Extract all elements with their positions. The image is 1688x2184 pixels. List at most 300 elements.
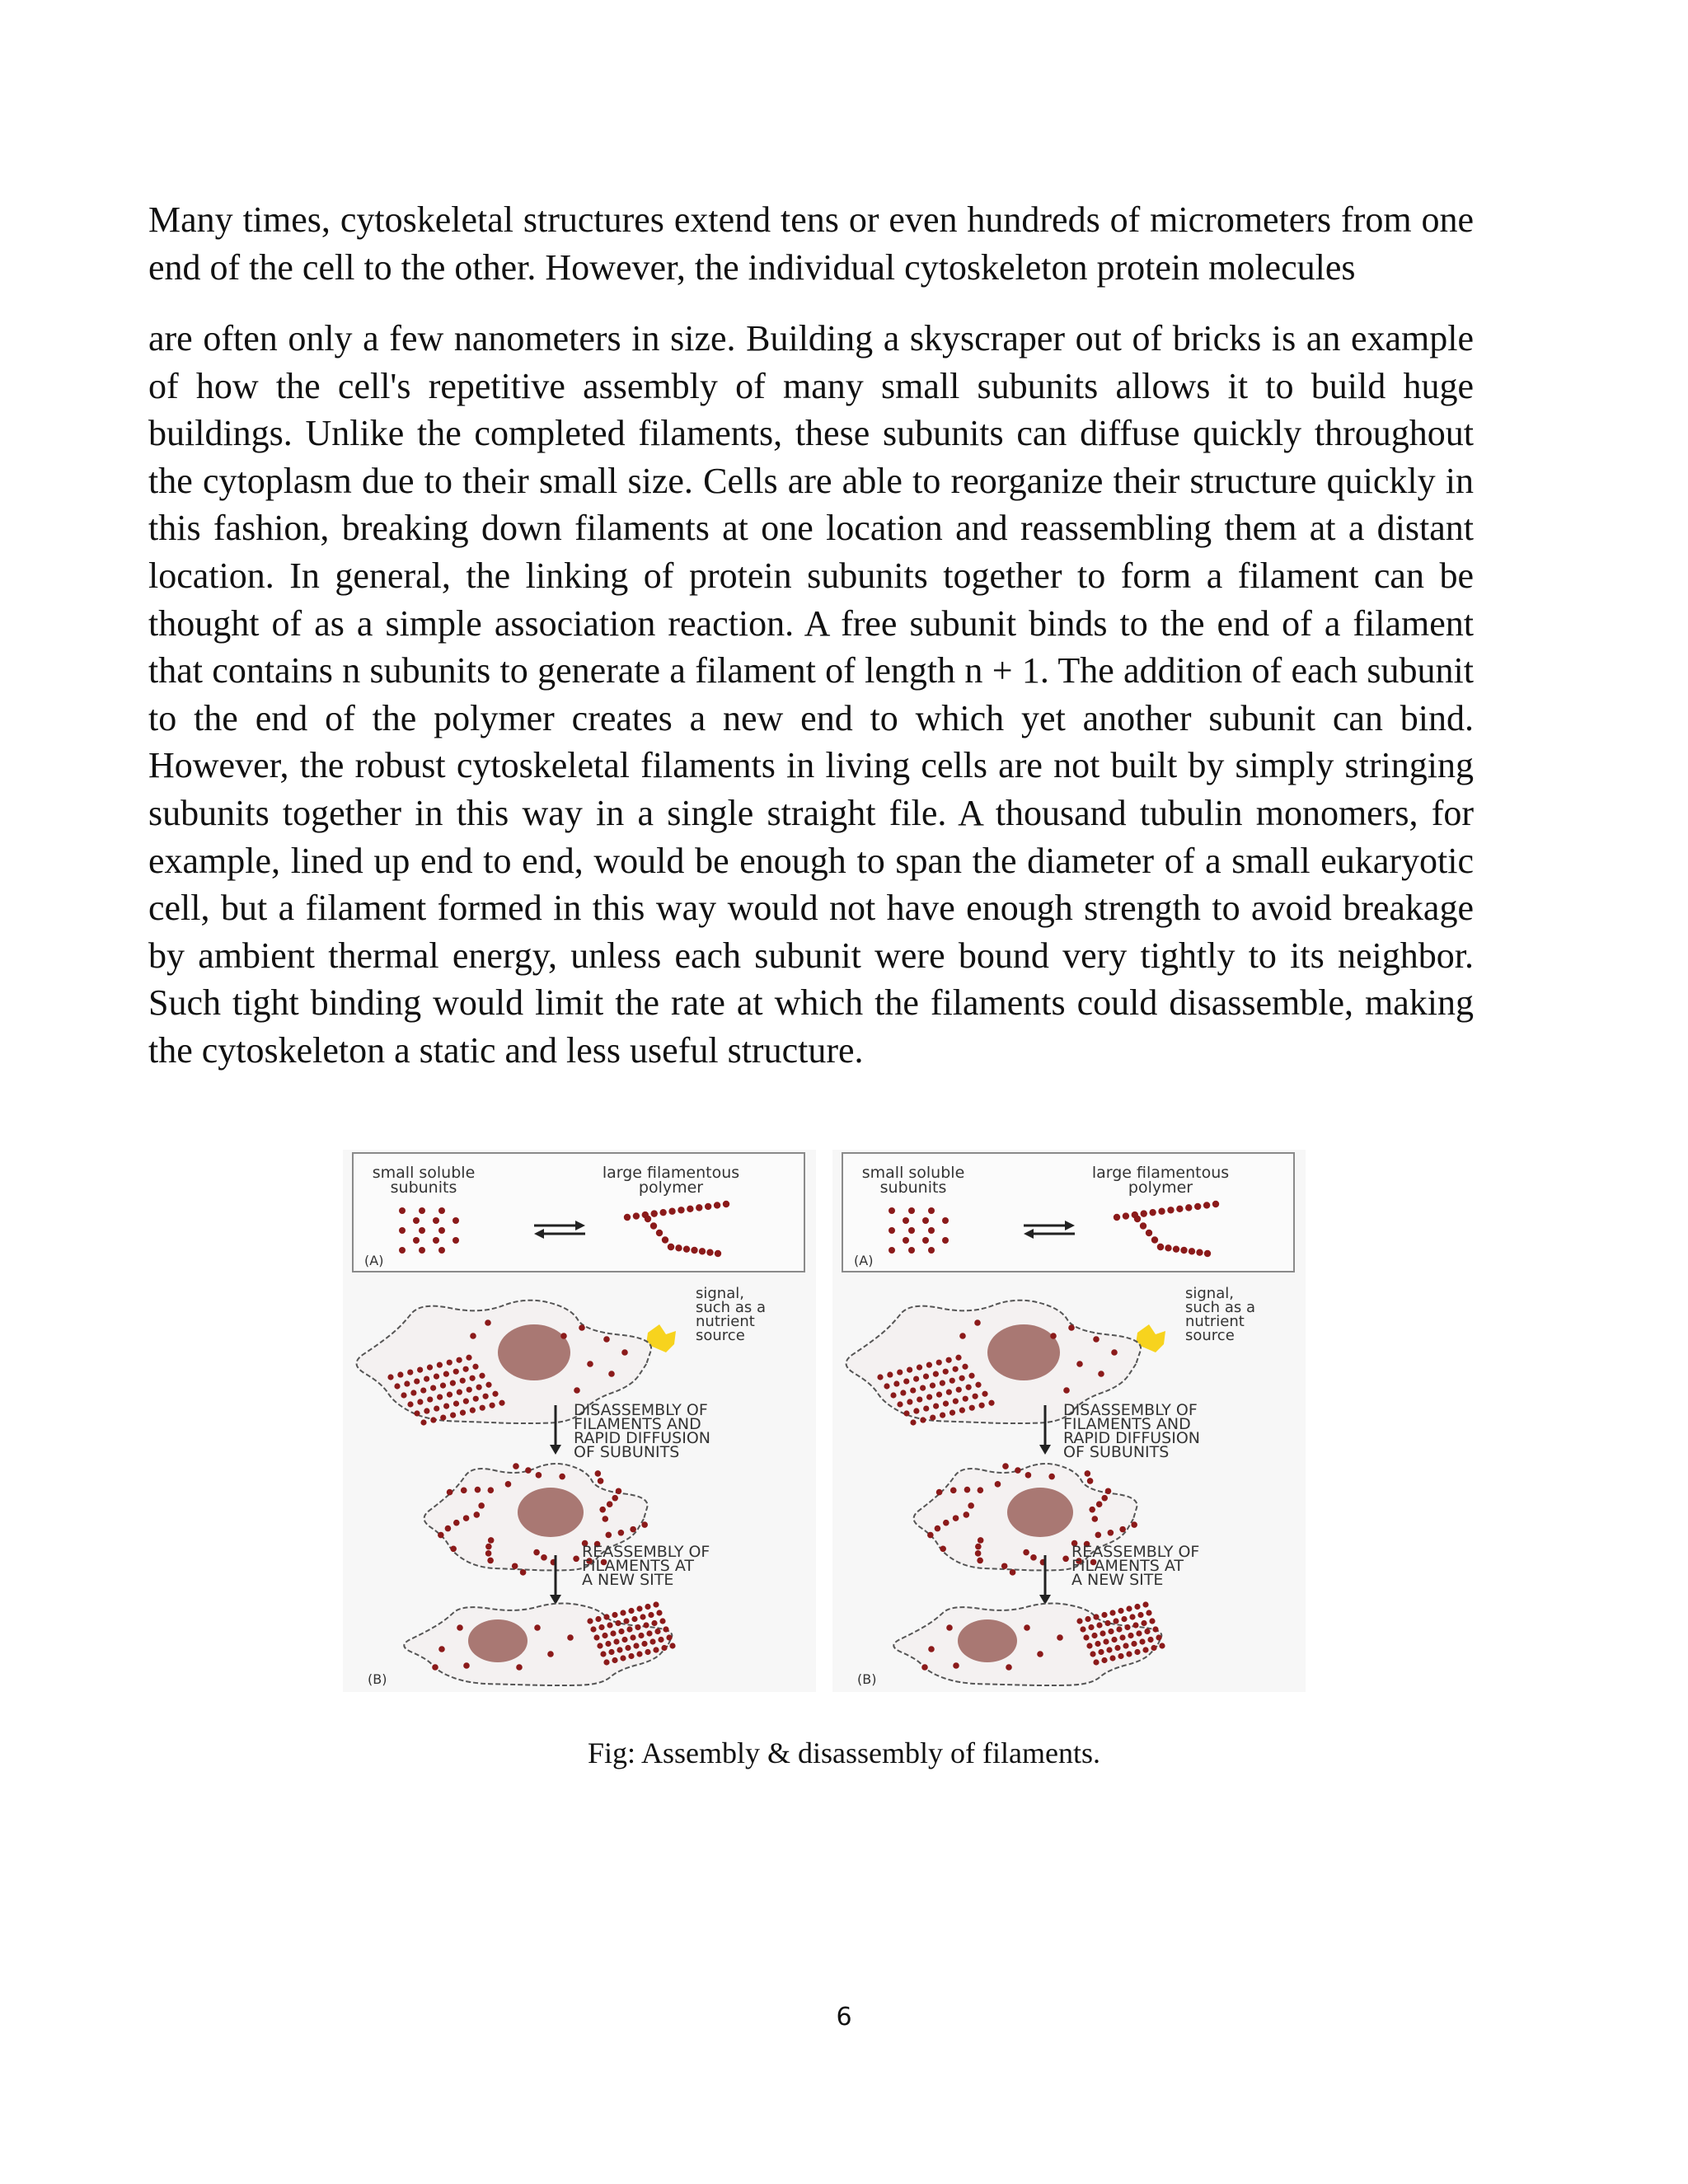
filament-subunit — [1118, 1608, 1123, 1614]
filament-subunit — [946, 1390, 952, 1395]
step-reassembly-label: REASSEMBLY OF — [1071, 1543, 1200, 1561]
filament-subunit — [705, 1203, 711, 1210]
filament-subunit — [663, 1626, 668, 1632]
filament-subunit — [877, 1374, 883, 1380]
subunit-dot — [1093, 1336, 1100, 1343]
filament-subunit — [903, 1378, 909, 1384]
subunit-dot — [1096, 1501, 1103, 1507]
filament-subunit — [675, 1244, 682, 1251]
filament-subunit — [463, 1366, 469, 1372]
filament-subunit — [587, 1618, 593, 1624]
figure-caption: Fig: Assembly & disassembly of filaments. — [588, 1736, 1100, 1769]
filament-subunit — [1159, 1643, 1165, 1648]
subunit-dot — [889, 1207, 895, 1214]
filament-subunit — [1093, 1659, 1099, 1665]
filament-subunit — [467, 1387, 472, 1393]
filament-subunit — [1119, 1634, 1125, 1640]
filament-subunit — [1203, 1202, 1210, 1208]
subunit-dot — [1006, 1664, 1012, 1671]
filament-subunit — [917, 1365, 922, 1371]
filament-subunit — [926, 1394, 932, 1399]
filament-subunit — [699, 1248, 706, 1254]
subunit-dot — [559, 1474, 565, 1480]
filament-subunit — [1123, 1212, 1129, 1219]
filament-subunit — [1176, 1206, 1183, 1212]
subunit-dot — [1037, 1651, 1043, 1657]
step-reassembly-label: A NEW SITE — [582, 1571, 674, 1589]
subunit-dot — [978, 1537, 984, 1544]
subunit-dot — [974, 1319, 981, 1326]
subunit-dot — [1095, 1532, 1102, 1539]
filament-subunit — [913, 1408, 919, 1413]
label-large-polymer: large filamentous — [602, 1164, 740, 1182]
filament-subunit — [613, 1638, 619, 1644]
filament-subunit — [437, 1362, 443, 1368]
step-disassembly-label: RAPID DIFFUSION — [1063, 1429, 1200, 1447]
filament-subunit — [463, 1399, 469, 1404]
filament-subunit — [1088, 1624, 1094, 1630]
subunit-dot — [488, 1487, 495, 1493]
filament-subunit — [969, 1405, 975, 1411]
filament-subunit — [943, 1401, 949, 1407]
filament-subunit — [646, 1630, 652, 1636]
subunit-dot — [1076, 1361, 1083, 1367]
filament-subunit — [962, 1364, 968, 1370]
filament-subunit — [401, 1392, 406, 1398]
panel-a-label: (A) — [854, 1253, 874, 1268]
subunit-dot — [534, 1624, 541, 1631]
filament-subunit — [1146, 1230, 1152, 1236]
subunit-dot — [419, 1227, 425, 1234]
filament-subunit — [988, 1400, 994, 1406]
subunit-dot — [928, 1247, 935, 1254]
filament-subunit — [450, 1380, 456, 1386]
subunit-dot — [995, 1481, 1001, 1488]
filament-subunit — [940, 1380, 945, 1386]
filament-subunit — [450, 1412, 456, 1418]
subunit-dot — [1131, 1521, 1137, 1528]
filament-subunit — [407, 1401, 413, 1407]
filament-subunit — [649, 1638, 655, 1644]
subunit-dot — [641, 1521, 648, 1528]
signal-label: such as a — [1185, 1299, 1255, 1316]
filament-subunit — [923, 1374, 929, 1380]
filament-subunit — [1149, 1209, 1156, 1216]
filament-subunit — [597, 1643, 603, 1648]
filament-subunit — [457, 1390, 462, 1395]
filament-subunit — [602, 1633, 607, 1638]
subunit-dot — [921, 1664, 928, 1671]
nucleus — [987, 1324, 1060, 1380]
filament-subunit — [443, 1403, 449, 1408]
paragraph-second: are often only a few nanometers in size. Building a skyscraper out of bricks is an example of how the cell's repetitive assembly of many small subunits allows it to build huge buildings. Unlike the completed filaments, these subunits can diffuse quickly throughout the cytoplasm due to their small size. Cells are able to reorganize their structure quickly in this fashion, breaking down filaments at one location and reassembling them at a distant location. In general, the linking of protein subunits together to form a filament can be thought of as a simple association reaction. A free subunit binds to the end of a filament that contains n subunits to generate a filament of length n + 1. The addition of each subunit to the end of the polymer creates a new end to which yet another subunit can bind. However, the robust cytoskeletal filaments in living cells are not built by simply stringing subunits together in this way in a single straight file. A thousand tubulin monomers, for example, lined up end to end, would be enough to span the diameter of a small eukaryotic cell, but a filament formed in this way would not have enough strength to avoid breakage by ambient thermal energy, unless each subunit were bound very tightly to its neighbor. Such tight binding would limit the rate at which the filaments could disassemble, making the cytoskeleton a static and less useful structure. — [148, 318, 1474, 1071]
label-large-polymer: large filamentous — [1091, 1164, 1230, 1182]
subunit-dot — [419, 1207, 425, 1214]
filament-subunit — [659, 1618, 665, 1624]
subunit-dot — [453, 1520, 460, 1526]
filament-subunit — [1136, 1630, 1142, 1636]
subunit-dot — [433, 1237, 439, 1244]
filament-subunit — [628, 1653, 634, 1659]
filament-subunit — [1131, 1641, 1137, 1647]
filament-subunit — [427, 1396, 433, 1402]
subunit-dot — [513, 1463, 519, 1469]
filament-subunit — [930, 1414, 935, 1420]
filament-subunit — [638, 1633, 644, 1638]
subunit-dot — [1087, 1478, 1094, 1484]
filament-subunit — [1157, 1244, 1164, 1250]
filament-subunit — [1104, 1620, 1110, 1626]
filament-subunit — [650, 1222, 657, 1229]
subunit-dot — [450, 1545, 457, 1552]
subunit-dot — [903, 1237, 909, 1244]
filament-subunit — [936, 1392, 942, 1398]
subunit-dot — [399, 1227, 406, 1234]
subunit-dot — [964, 1511, 970, 1518]
filament-subunit — [1196, 1249, 1203, 1255]
subunit-dot — [536, 1472, 542, 1479]
filament-subunit — [651, 1210, 658, 1216]
filament-subunit — [620, 1655, 626, 1661]
subunit-dot — [928, 1227, 935, 1234]
subunit-dot — [630, 1526, 636, 1533]
subunit-dot — [618, 1530, 625, 1536]
subunit-dot — [908, 1207, 915, 1214]
label-large-polymer: polymer — [1128, 1179, 1193, 1197]
filament-subunit — [668, 1244, 674, 1250]
subunit-dot — [1098, 1371, 1104, 1377]
subunit-dot — [512, 1563, 518, 1569]
filament-subunit — [973, 1394, 978, 1399]
filament-subunit — [910, 1387, 916, 1393]
filament-subunit — [414, 1410, 420, 1416]
subunit-dot — [1024, 1624, 1030, 1631]
filament-subunit — [651, 1620, 657, 1626]
filament-subunit — [595, 1616, 601, 1622]
filament-subunit — [1151, 1645, 1156, 1651]
subunit-dot — [1101, 1495, 1108, 1502]
subunit-dot — [922, 1217, 929, 1224]
subunit-dot — [607, 1501, 613, 1507]
subunit-dot — [964, 1487, 971, 1493]
filament-subunit — [1113, 1618, 1118, 1624]
filament-subunit — [666, 1634, 672, 1640]
filament-subunit — [1093, 1614, 1099, 1619]
signal-label: nutrient — [1185, 1313, 1245, 1330]
filament-subunit — [593, 1634, 599, 1640]
filament-subunit — [470, 1408, 476, 1413]
filament-subunit — [1086, 1643, 1092, 1648]
subunit-dot — [520, 1569, 527, 1576]
subunit-dot — [478, 1502, 485, 1509]
filament-subunit — [483, 1394, 489, 1399]
filament-subunit — [661, 1645, 667, 1651]
subunit-dot — [1030, 1554, 1037, 1561]
filament-subunit — [633, 1643, 639, 1648]
subunit-dot — [1010, 1569, 1016, 1576]
subunit-dot — [936, 1489, 943, 1496]
subunit-dot — [612, 1495, 618, 1502]
subunit-dot — [1048, 1474, 1055, 1480]
filament-subunit — [636, 1651, 642, 1657]
filament-subunit — [1090, 1651, 1095, 1657]
subunit-dot — [1119, 1526, 1126, 1533]
filament-subunit — [640, 1614, 645, 1619]
filament-subunit — [612, 1657, 617, 1663]
filament-subunit — [923, 1405, 929, 1411]
filament-subunit — [715, 1250, 721, 1257]
filament-subunit — [1134, 1649, 1140, 1655]
filament-subunit — [1114, 1214, 1120, 1221]
subunit-dot — [574, 1387, 580, 1394]
filament-subunit — [427, 1365, 433, 1371]
subunit-dot — [908, 1227, 915, 1234]
filament-subunit — [630, 1634, 635, 1640]
subunit-dot — [533, 1549, 540, 1556]
subunit-dot — [598, 1478, 604, 1484]
signal-label: nutrient — [696, 1313, 755, 1330]
filament-subunit — [653, 1647, 659, 1652]
signal-label: signal, — [1185, 1285, 1234, 1302]
subunit-dot — [399, 1247, 406, 1254]
subunit-dot — [433, 1217, 439, 1224]
subunit-dot — [452, 1237, 459, 1244]
filament-subunit — [669, 1643, 675, 1648]
filament-subunit — [1140, 1222, 1146, 1229]
step-disassembly-label: FILAMENTS AND — [1063, 1415, 1191, 1433]
subunit-dot — [541, 1554, 547, 1561]
filament-subunit — [950, 1378, 955, 1384]
filament-subunit — [635, 1624, 640, 1630]
filament-subunit — [1126, 1605, 1132, 1611]
subunit-dot — [485, 1319, 491, 1326]
subunit-dot — [567, 1634, 574, 1641]
filament-subunit — [1091, 1633, 1097, 1638]
filament-subunit — [499, 1400, 504, 1406]
filament-subunit — [453, 1401, 459, 1407]
filament-subunit — [470, 1376, 476, 1381]
filament-subunit — [910, 1419, 916, 1425]
filament-subunit — [959, 1408, 965, 1413]
filament-subunit — [434, 1374, 439, 1380]
filament-subunit — [1185, 1204, 1192, 1211]
paragraph-first: Many times, cytoskeletal structures extend tens or even hundreds of micrometers from one end of the cell to the other. However, the individual cytoskeleton protein molecules — [148, 199, 1474, 288]
filament-subunit — [1126, 1651, 1132, 1657]
subunit-dot — [608, 1371, 615, 1377]
subunit-dot — [942, 1217, 949, 1224]
filament-subunit — [440, 1414, 446, 1420]
subunit-dot — [438, 1227, 445, 1234]
figure-panel-1 — [343, 1150, 816, 1692]
filament-subunit — [933, 1403, 939, 1408]
filament-subunit — [1152, 1626, 1158, 1632]
filament-subunit — [447, 1360, 452, 1366]
filament-subunit — [620, 1610, 626, 1615]
signal-label: such as a — [696, 1299, 766, 1316]
filament-subunit — [1167, 1207, 1174, 1213]
subunit-dot — [438, 1247, 445, 1254]
filament-subunit — [687, 1206, 693, 1212]
filament-subunit — [1096, 1622, 1102, 1628]
subunit-dot — [485, 1550, 492, 1557]
filament-subunit — [975, 1382, 981, 1388]
filament-subunit — [1109, 1610, 1115, 1615]
filament-subunit — [645, 1604, 650, 1610]
subunit-dot — [606, 1532, 612, 1539]
subunit-dot — [505, 1481, 512, 1488]
figure-panel-2 — [832, 1150, 1306, 1692]
filament-subunit — [605, 1641, 611, 1647]
subunit-dot — [603, 1516, 609, 1522]
filament-subunit — [1118, 1653, 1123, 1659]
subunit-dot — [1001, 1563, 1008, 1569]
step-reassembly-label: FILAMENTS AT — [1071, 1557, 1184, 1575]
filament-subunit — [466, 1355, 471, 1361]
step-disassembly-label: RAPID DIFFUSION — [574, 1429, 710, 1447]
filament-subunit — [1111, 1637, 1117, 1643]
label-large-polymer: polymer — [638, 1179, 704, 1197]
filament-subunit — [955, 1355, 961, 1361]
step-disassembly-label: OF SUBUNITS — [1063, 1443, 1170, 1461]
filament-subunit — [1095, 1641, 1100, 1647]
subunit-dot — [525, 1467, 532, 1474]
filament-subunit — [953, 1366, 959, 1372]
filament-subunit — [420, 1419, 426, 1425]
filament-subunit — [473, 1396, 479, 1402]
filament-subunit — [476, 1385, 482, 1390]
filament-subunit — [603, 1614, 609, 1619]
filament-subunit — [959, 1376, 965, 1381]
filament-subunit — [479, 1373, 485, 1379]
filament-subunit — [953, 1399, 959, 1404]
subunit-dot — [445, 1526, 452, 1532]
filament-subunit — [407, 1369, 413, 1375]
filament-subunit — [633, 1212, 640, 1219]
filament-subunit — [480, 1405, 485, 1411]
filament-subunit — [424, 1408, 429, 1413]
filament-subunit — [430, 1385, 436, 1390]
subunit-dot — [968, 1502, 974, 1509]
filament-subunit — [1149, 1618, 1155, 1624]
filament-subunit — [1124, 1624, 1130, 1630]
subunit-dot — [950, 1488, 957, 1494]
subunit-dot — [488, 1537, 495, 1544]
filament-subunit — [460, 1378, 466, 1384]
subunit-dot — [1015, 1467, 1021, 1474]
filament-subunit — [485, 1382, 491, 1388]
subunit-dot — [438, 1532, 444, 1539]
filament-subunit — [447, 1392, 452, 1398]
subunit-dot — [927, 1532, 934, 1539]
filament-subunit — [887, 1371, 893, 1377]
filament-subunit — [1194, 1203, 1201, 1210]
filament-subunit — [907, 1366, 912, 1372]
filament-subunit — [966, 1385, 972, 1390]
panel-a-label: (A) — [364, 1253, 384, 1268]
filament-subunit — [457, 1357, 462, 1363]
subunit-dot — [903, 1217, 909, 1224]
filament-subunit — [662, 1236, 668, 1243]
subunit-dot — [438, 1207, 445, 1214]
filament-subunit — [1156, 1634, 1161, 1640]
label-small-subunits: small soluble — [861, 1164, 965, 1182]
filament-subunit — [656, 1610, 662, 1615]
filament-subunit — [968, 1373, 974, 1379]
filament-subunit — [1151, 1236, 1158, 1243]
figure-illustration — [343, 1150, 1306, 1692]
filament-subunit — [608, 1649, 614, 1655]
subunit-dot — [463, 1662, 470, 1669]
signal-label: signal, — [696, 1285, 744, 1302]
filament-subunit — [963, 1396, 968, 1402]
subunit-dot — [1062, 1555, 1069, 1562]
step-reassembly-label: FILAMENTS AT — [582, 1557, 694, 1575]
filament-subunit — [1158, 1208, 1165, 1215]
subunit-dot — [943, 1520, 950, 1526]
filament-subunit — [903, 1410, 909, 1416]
subunit-dot — [579, 1324, 585, 1331]
step-disassembly-label: DISASSEMBLY OF — [574, 1401, 708, 1419]
label-small-subunits: subunits — [879, 1179, 947, 1197]
subunit-dot — [928, 1207, 935, 1214]
subunit-dot — [621, 1349, 628, 1356]
filament-subunit — [1212, 1201, 1219, 1207]
subunit-dot — [1068, 1324, 1075, 1331]
subunit-dot — [1025, 1472, 1032, 1479]
subunit-dot — [1063, 1387, 1070, 1394]
filament-subunit — [626, 1626, 632, 1632]
nucleus — [1007, 1488, 1073, 1537]
filament-subunit — [1180, 1247, 1187, 1254]
filament-subunit — [979, 1403, 985, 1408]
filament-subunit — [1142, 1601, 1148, 1607]
step-disassembly-label: DISASSEMBLY OF — [1063, 1401, 1198, 1419]
filament-subunit — [437, 1394, 443, 1399]
filament-subunit — [1128, 1633, 1133, 1638]
subunit-dot — [560, 1333, 567, 1339]
filament-subunit — [678, 1207, 684, 1213]
label-small-subunits: small soluble — [372, 1164, 476, 1182]
filament-subunit — [1141, 1620, 1146, 1626]
subunit-dot — [1105, 1488, 1112, 1494]
filament-subunit — [1173, 1245, 1179, 1252]
subunit-dot — [935, 1526, 941, 1532]
filament-subunit — [696, 1204, 702, 1211]
filament-subunit — [1144, 1629, 1150, 1634]
filament-subunit — [917, 1396, 922, 1402]
filament-subunit — [397, 1371, 403, 1377]
subunit-dot — [438, 1646, 445, 1652]
filament-subunit — [683, 1245, 690, 1252]
filament-subunit — [472, 1364, 478, 1370]
filament-subunit — [615, 1620, 621, 1626]
subunit-dot — [461, 1488, 467, 1494]
subunit-dot — [1023, 1549, 1029, 1556]
subunit-dot — [942, 1237, 949, 1244]
filament-subunit — [492, 1391, 498, 1397]
filament-subunit — [1147, 1637, 1153, 1643]
filament-subunit — [890, 1392, 896, 1398]
filament-subunit — [706, 1249, 713, 1255]
filament-subunit — [936, 1360, 942, 1366]
filament-subunit — [1098, 1649, 1104, 1655]
subunit-dot — [940, 1545, 946, 1552]
filament-subunit — [1189, 1248, 1195, 1254]
filament-subunit — [930, 1383, 935, 1389]
filament-subunit — [656, 1230, 663, 1236]
subunit-dot — [573, 1555, 579, 1562]
filament-subunit — [714, 1202, 720, 1208]
